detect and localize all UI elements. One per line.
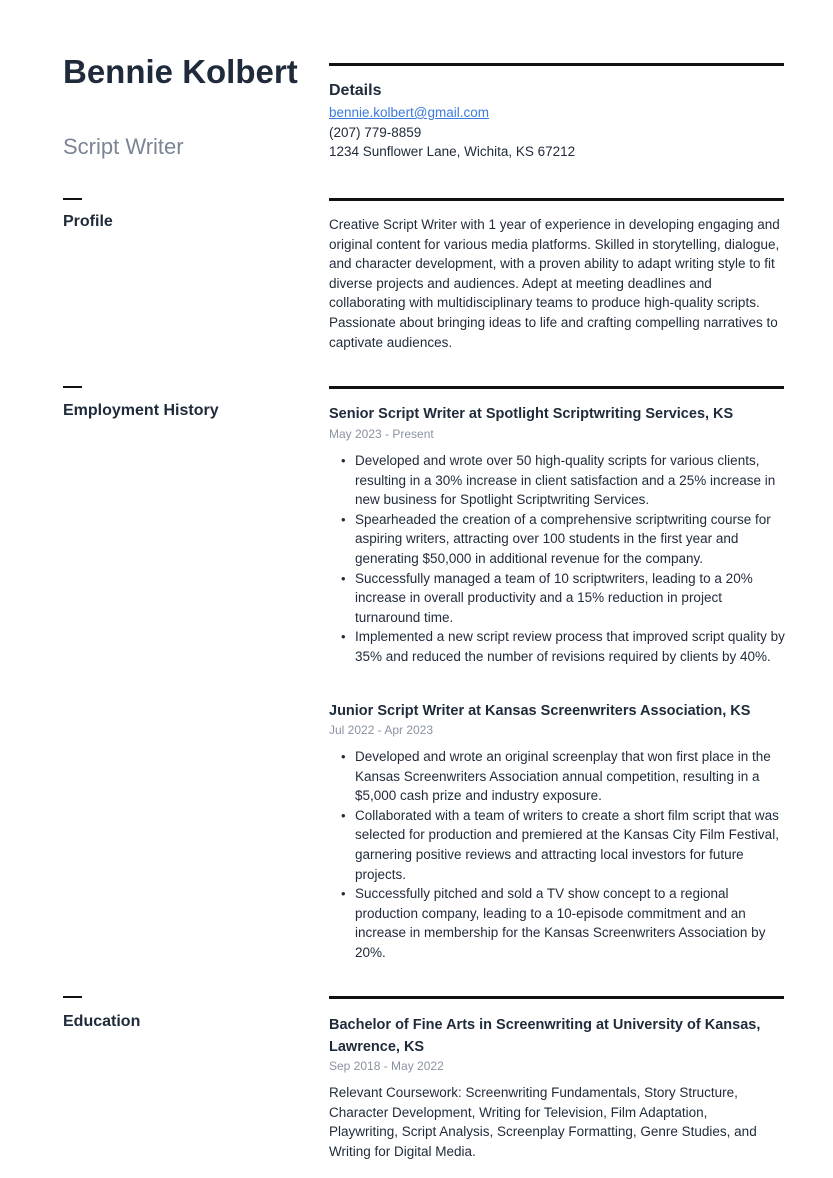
employment-heading: Employment History [63, 402, 219, 419]
section-divider [329, 63, 784, 66]
section-divider [329, 386, 784, 389]
job-role: Script Writer [63, 134, 184, 159]
list-item: • Spearheaded the creation of a comprehensive scriptwriting course for aspiring writers, attracting over 100 students in the first year and generating $50,000 in additional revenue for the company. [329, 510, 789, 569]
job-bullets [329, 747, 789, 963]
job-bullets [329, 451, 789, 667]
job-title: Senior Script Writer at Spotlight Scriptwriting Services, KS [329, 406, 734, 422]
list-item: • Developed and wrote over 50 high-quality scripts for various clients, resulting in a 30% increase in client satisfaction and a 25% increase in new business for Spotlight Scriptwriting Services. [329, 451, 789, 510]
profile-heading: Profile [63, 213, 113, 230]
details-heading: Details [329, 82, 382, 99]
address: 1234 Sunflower Lane, Wichita, KS 67212 [329, 144, 576, 160]
email-link[interactable]: bennie.kolbert@gmail.com [329, 105, 490, 120]
education-dates: Sep 2018 - May 2022 [329, 1059, 444, 1073]
section-dash [63, 386, 82, 388]
job-title: Junior Script Writer at Kansas Screenwriters Association, KS [329, 703, 751, 719]
section-dash [63, 198, 82, 200]
section-divider [329, 996, 784, 999]
contact-info [329, 103, 789, 162]
education-heading: Education [63, 1013, 141, 1030]
candidate-name: Bennie Kolbert [63, 53, 298, 90]
section-divider [329, 198, 784, 201]
list-item: • Developed and wrote an original screenplay that won first place in the Kansas Screenwriters Association annual competition, resulting in a $5,000 cash prize and industry exposure. [329, 747, 789, 806]
list-item: • Successfully managed a team of 10 scriptwriters, leading to a 20% increase in overall productivity and a 15% reduction in project turnaround time. [329, 569, 789, 628]
list-item: • Collaborated with a team of writers to create a short film script that was selected for production and premiered at the Kansas City Film Festival, garnering positive reviews and attracting local investors for future projects. [329, 806, 789, 884]
list-item: • Successfully pitched and sold a TV show concept to a regional production company, leading to a 10-episode commitment and an increase in membership for the Kansas Screenwriters Association by 20%. [329, 884, 789, 962]
job-dates: May 2023 - Present [329, 427, 434, 441]
coursework: Relevant Coursework: Screenwriting Fundamentals, Story Structure, Character Development, Writing for Television, Film Adaptation, Playwriting, Script Analysis, Screenplay Formatting, Genre Studies, and Writing for Digital Media. [329, 1085, 757, 1159]
phone: (207) 779-8859 [329, 124, 422, 140]
profile-text: Creative Script Writer with 1 year of experience in developing engaging and original content for various media platforms. Skilled in storytelling, dialogue, and character development, with a proven ability to adapt writing style to fit diverse projects and audiences. Adept at meeting deadlines and collaborating with multidisciplinary teams to produce high-quality scripts. Passionate about bringing ideas to life and crafting compelling narratives to captivate audiences. [329, 217, 780, 350]
section-dash [63, 996, 82, 998]
list-item: • Implemented a new script review process that improved script quality by 35% and reduced the number of revisions required by clients by 40%. [329, 627, 789, 666]
job-dates: Jul 2022 - Apr 2023 [329, 723, 434, 737]
degree-title: Bachelor of Fine Arts in Screenwriting at University of Kansas, Lawrence, KS [329, 1017, 761, 1055]
